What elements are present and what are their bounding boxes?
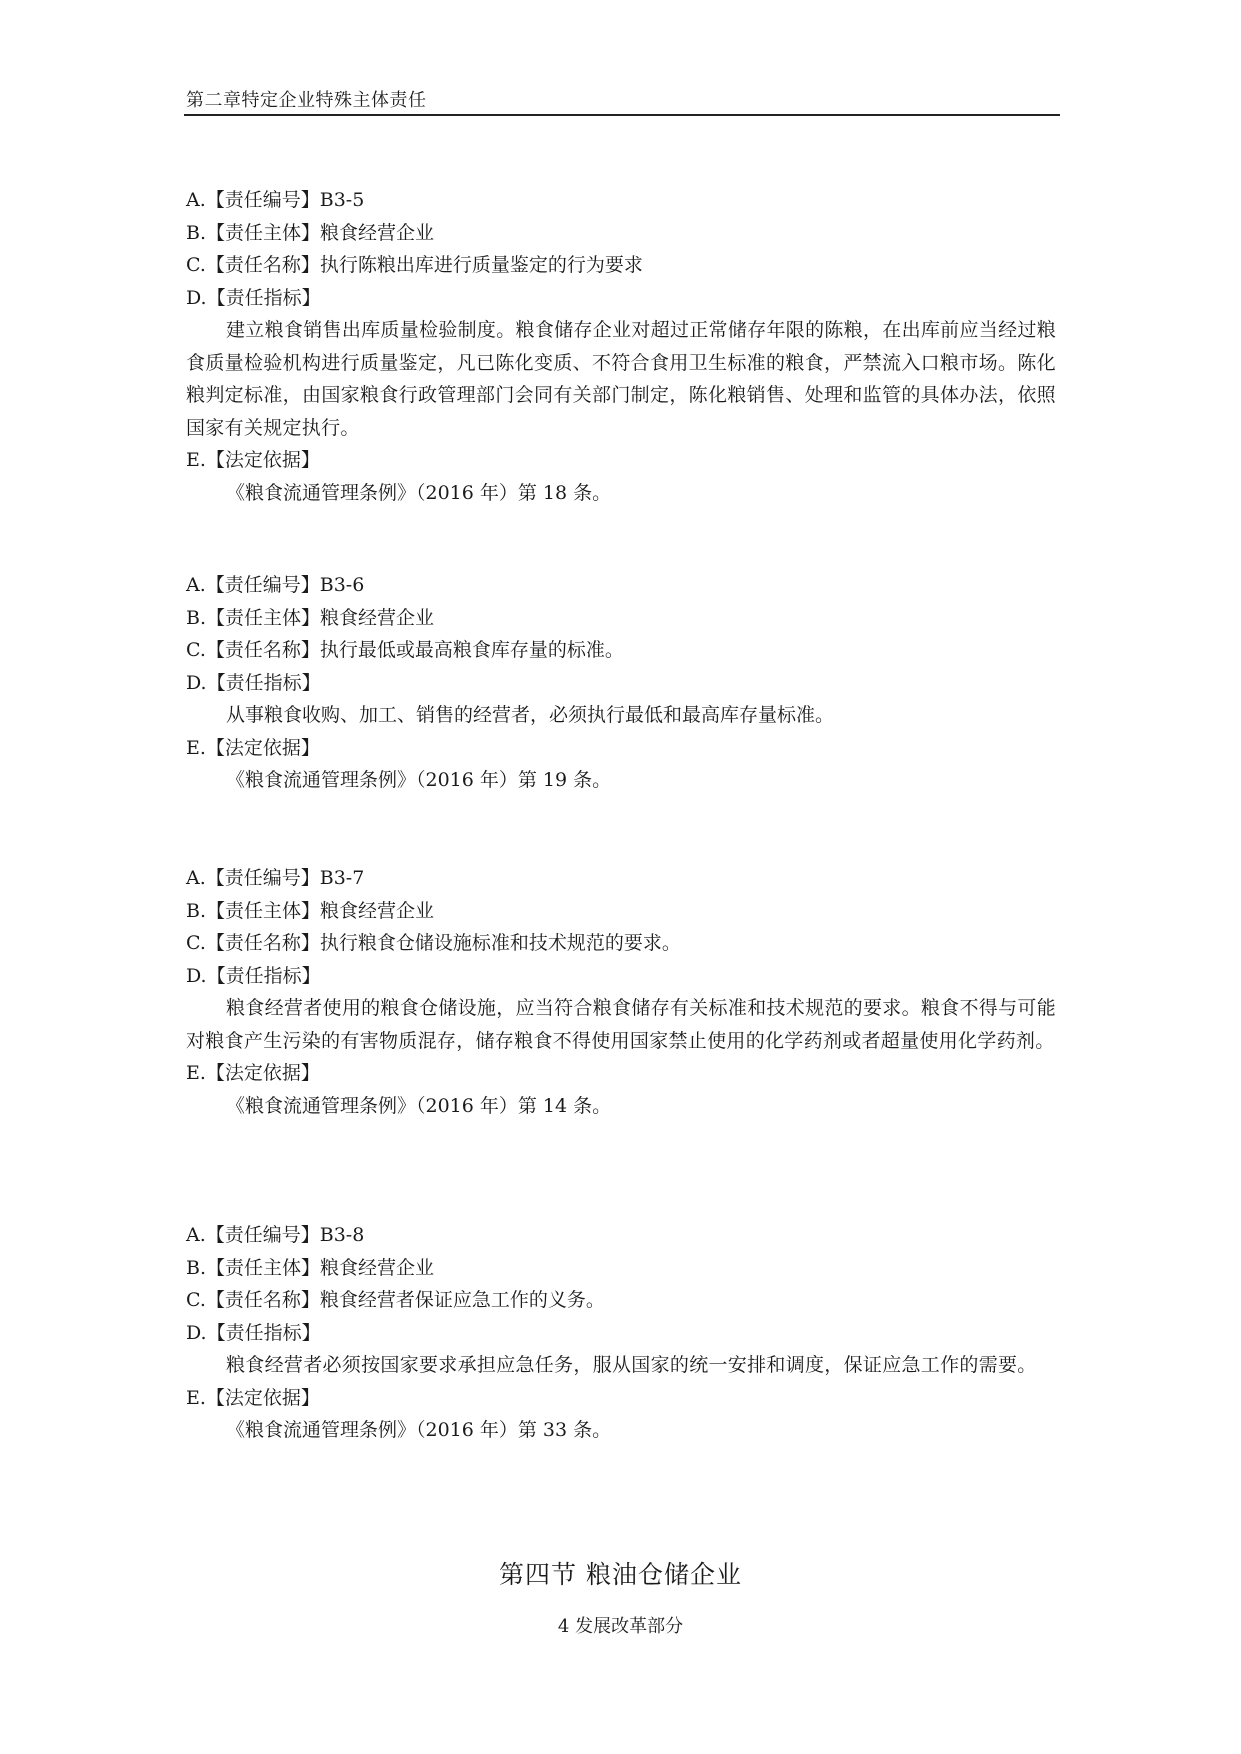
entry-subject: B.【责任主体】粮食经营企业: [186, 606, 435, 629]
entry-basis-text: 《粮食流通管理条例》（2016 年）第 14 条。: [226, 1094, 612, 1117]
entry-basis-text: 《粮食流通管理条例》（2016 年）第 18 条。: [226, 481, 612, 504]
entry-basis-text: 《粮食流通管理条例》（2016 年）第 33 条。: [226, 1419, 612, 1441]
entry-code: A.【责任编号】B3-7: [186, 867, 365, 889]
entry-name: C.【责任名称】执行粮食仓储设施标准和技术规范的要求。: [186, 932, 681, 954]
entry-indicator-label: D.【责任指标】: [186, 671, 321, 694]
entry-code: A.【责任编号】B3-8: [186, 1224, 365, 1246]
entry-basis-label: E.【法定依据】: [186, 1062, 320, 1084]
entry-basis-label: E.【法定依据】: [186, 736, 320, 759]
entry-indicator-label: D.【责任指标】: [186, 964, 321, 987]
entry-basis-text: 《粮食流通管理条例》（2016 年）第 19 条。: [226, 769, 612, 791]
responsibility-entry: [186, 184, 1056, 509]
entry-code: A.【责任编号】B3-6: [186, 574, 365, 596]
entry-indicator-label: D.【责任指标】: [186, 286, 321, 309]
entry-subject: B.【责任主体】粮食经营企业: [186, 1256, 435, 1279]
entry-indicator-text: 建立粮食销售出库质量检验制度。粮食储存企业对超过正常储存年限的陈粮，在出库前应当经过粮食质量检验机构进行质量鉴定，凡已陈化变质、不符合食用卫生标准的粮食，严禁流入口粮市场。陈化粮判定标准，由国家粮食行政管理部门会同有关部门制定，陈化粮销售、处理和监管的具体办法，依照国家有关规定执行。: [186, 319, 1056, 439]
section-title: 第四节 粮油仓储企业: [499, 1560, 742, 1589]
section-subtitle: 4 发展改革部分: [557, 1616, 684, 1637]
entry-indicator-text: 粮食经营者使用的粮食仓储设施，应当符合粮食储存有关标准和技术规范的要求。粮食不得与可能对粮食产生污染的有害物质混存，储存粮食不得使用国家禁止使用的化学药剂或者超量使用化学药剂。: [186, 997, 1056, 1052]
entry-name: C.【责任名称】粮食经营者保证应急工作的义务。: [186, 1289, 605, 1311]
entry-indicator-text: 从事粮食收购、加工、销售的经营者，必须执行最低和最高库存量标准。: [226, 704, 835, 726]
header-rule: [184, 114, 1060, 116]
entry-name: C.【责任名称】执行陈粮出库进行质量鉴定的行为要求: [186, 254, 643, 276]
responsibility-entry: [186, 862, 1056, 1122]
entry-subject: B.【责任主体】粮食经营企业: [186, 899, 435, 922]
entry-indicator-text: 粮食经营者必须按国家要求承担应急任务，服从国家的统一安排和调度，保证应急工作的需要。: [226, 1354, 1037, 1376]
entry-basis-label: E.【法定依据】: [186, 1386, 320, 1409]
entry-name: C.【责任名称】执行最低或最高粮食库存量的标准。: [186, 639, 624, 661]
entry-subject: B.【责任主体】粮食经营企业: [186, 221, 435, 244]
responsibility-entry: [186, 569, 1056, 797]
entry-indicator-label: D.【责任指标】: [186, 1321, 321, 1344]
entry-basis-label: E.【法定依据】: [186, 449, 320, 471]
running-header: 第二章特定企业特殊主体责任: [186, 90, 427, 111]
entry-code: A.【责任编号】B3-5: [186, 189, 365, 211]
responsibility-entry: [186, 1219, 1056, 1447]
